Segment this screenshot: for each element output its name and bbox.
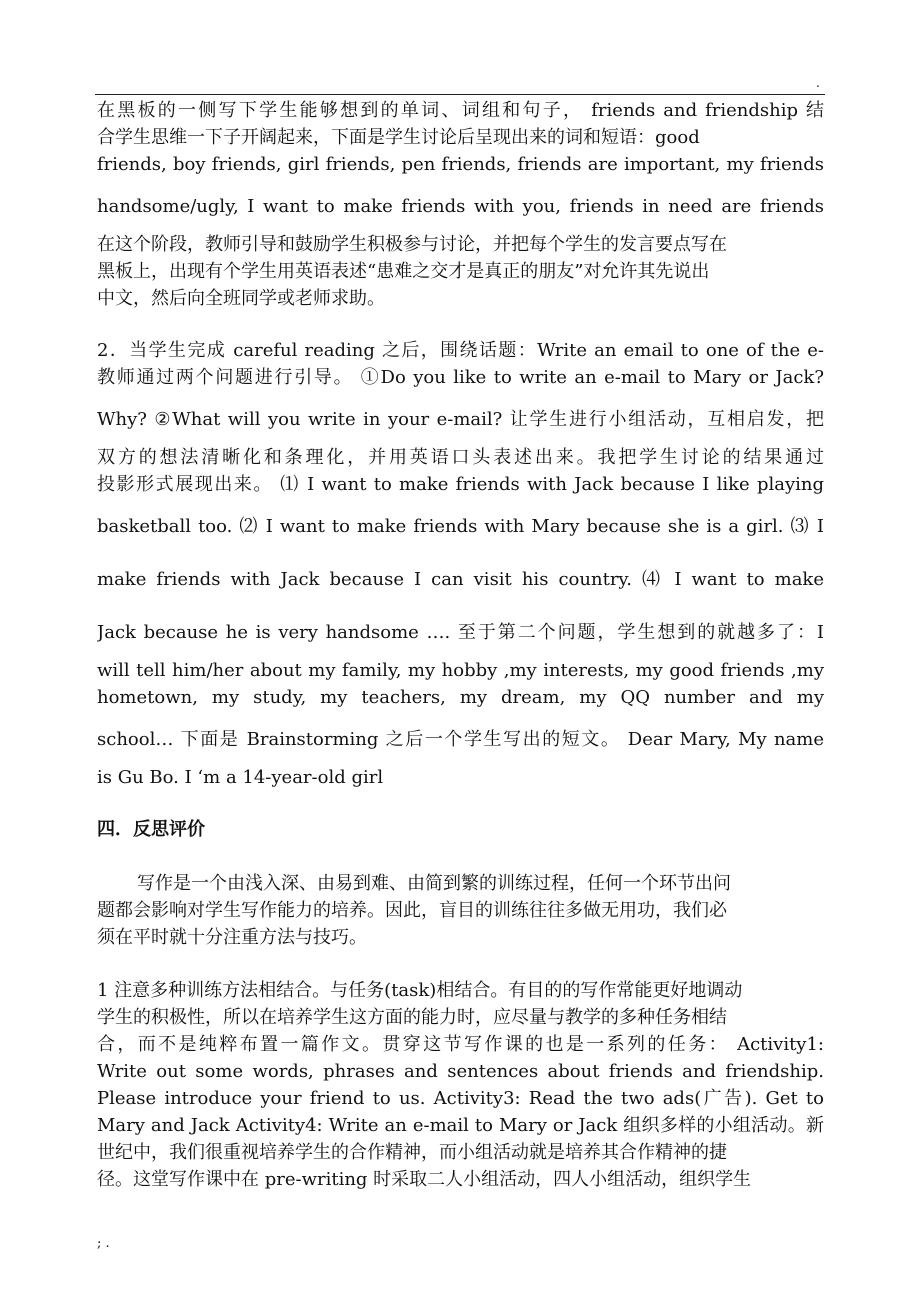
text-line: Please introduce your friend to us. Activity3: Read the two ads(广告). Get to xyxy=(97,1088,824,1109)
text-line: 2．当学生完成 careful reading 之后，围绕话题：Write an email to one of the e- xyxy=(97,340,824,361)
section-heading: 四．反思评价 xyxy=(97,819,205,840)
text-line: 合，而不是纯粹布置一篇作文。贯穿这节写作课的也是一系列的任务： Activity1: xyxy=(97,1034,824,1055)
text-line: 双方的想法清晰化和条理化，并用英语口头表述出来。我把学生讨论的结果通过 xyxy=(97,447,824,468)
text-line: friends, boy friends, girl friends, pen friends, friends are important, my friends xyxy=(97,154,824,175)
text-line: 世纪中，我们很重视培养学生的合作精神，而小组活动就是培养其合作精神的捷 xyxy=(97,1142,727,1163)
footer-mark: ; . xyxy=(97,1236,110,1251)
text-line: 黑板上，出现有个学生用英语表述“患难之交才是真正的朋友”对允许其先说出 xyxy=(97,261,710,282)
text-line: will tell him/her about my family, my hobby ,my interests, my good friends ,my xyxy=(97,660,824,681)
header-mark: . xyxy=(816,76,820,90)
text-line: 在黑板的一侧写下学生能够想到的单词、词组和句子， friends and friendship 结 xyxy=(97,100,824,121)
text-line: hometown, my study, my teachers, my dream, my QQ number and my xyxy=(97,687,824,708)
text-line: is Gu Bo. I ‘m a 14-year-old girl xyxy=(97,767,384,788)
text-line: 合学生思维一下子开阔起来，下面是学生讨论后呈现出来的词和短语：good xyxy=(97,127,700,148)
text-line: basketball too. ⑵ I want to make friends with Mary because she is a girl. ⑶ I xyxy=(97,516,824,537)
text-line: 在这个阶段，教师引导和鼓励学生积极参与讨论，并把每个学生的发言要点写在 xyxy=(97,234,727,255)
text-line: Why? ②What will you write in your e-mail? 让学生进行小组活动，互相启发，把 xyxy=(97,409,824,430)
text-line: 投影形式展现出来。 ⑴ I want to make friends with Jack because I like playing xyxy=(97,474,824,495)
text-line: handsome/ugly, I want to make friends with you, friends in need are friends xyxy=(97,196,824,217)
text-line: 须在平时就十分注重方法与技巧。 xyxy=(97,927,367,948)
text-line: make friends with Jack because I can visit his country. ⑷ I want to make xyxy=(97,569,824,590)
text-line: Write out some words, phrases and sentences about friends and friendship. xyxy=(97,1061,824,1082)
header-rule xyxy=(95,94,825,95)
text-line: 题都会影响对学生写作能力的培养。因此，盲目的训练往往多做无用功，我们必 xyxy=(97,900,727,921)
text-line: 学生的积极性，所以在培养学生这方面的能力时，应尽量与教学的多种任务相结 xyxy=(97,1007,727,1028)
text-line: 径。这堂写作课中在 pre-writing 时采取二人小组活动，四人小组活动，组织学生 xyxy=(97,1169,752,1190)
text-line: school… 下面是 Brainstorming 之后一个学生写出的短文。 Dear Mary, My name xyxy=(97,729,824,750)
text-line: 中文，然后向全班同学或老师求助。 xyxy=(97,288,385,309)
text-line: Mary and Jack Activity4: Write an e-mail to Mary or Jack 组织多样的小组活动。新 xyxy=(97,1115,824,1136)
text-line: Jack because he is very handsome …. 至于第二个问题，学生想到的就越多了：I xyxy=(97,622,824,643)
text-line: 1 注意多种训练方法相结合。与任务(task)相结合。有目的的写作常能更好地调动 xyxy=(97,980,743,1001)
text-line: 写作是一个由浅入深、由易到难、由简到繁的训练过程，任何一个环节出问 xyxy=(137,873,731,894)
text-line: 教师通过两个问题进行引导。 ①Do you like to write an e-mail to Mary or Jack? xyxy=(97,367,824,388)
